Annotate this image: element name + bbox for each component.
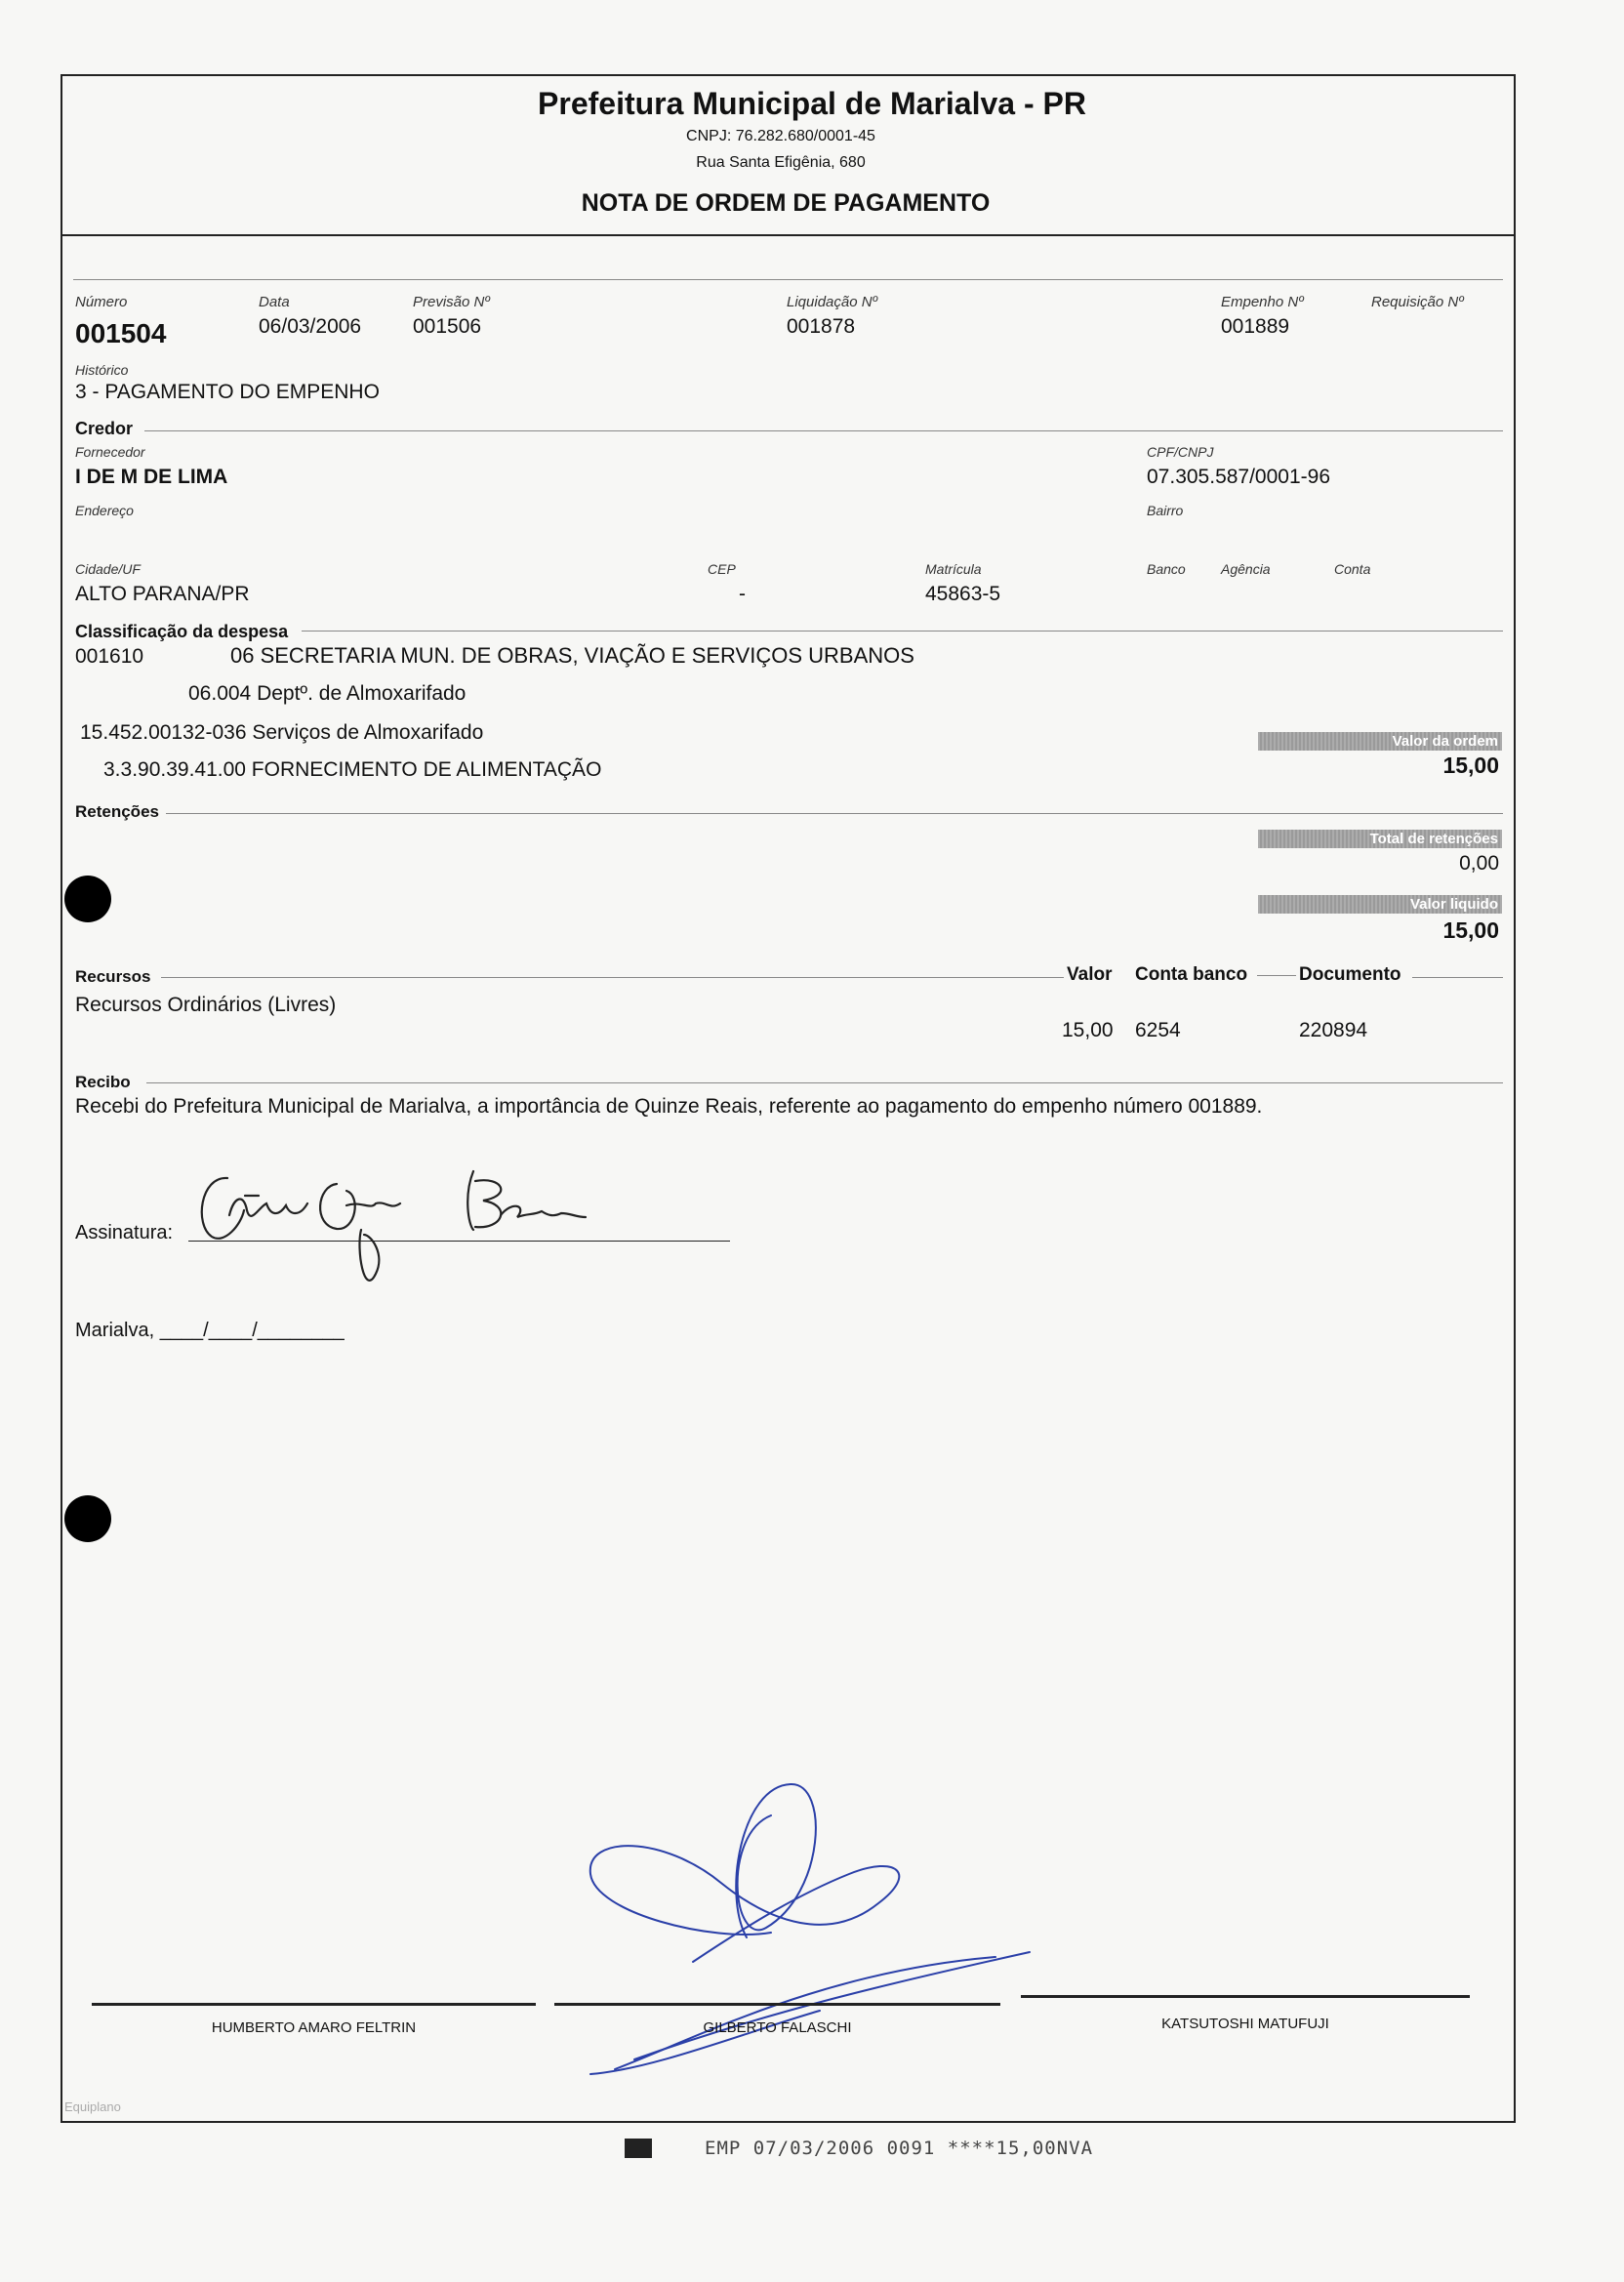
- liquidacao-value: 001878: [787, 315, 856, 338]
- conta-label: Conta: [1334, 561, 1371, 577]
- punch-hole-top: [64, 876, 111, 922]
- order-top-rule: [73, 279, 1503, 280]
- signatory-name-3: KATSUTOSHI MATUFUJI: [1161, 2016, 1329, 2032]
- recursos-conta-banco: 6254: [1135, 1019, 1181, 1041]
- recibo-section: Recibo: [75, 1073, 131, 1091]
- endereco-label: Endereço: [75, 503, 134, 518]
- valor-liquido-value: 15,00: [1442, 917, 1499, 943]
- recursos-end-rule: [1412, 977, 1503, 978]
- matricula-label: Matrícula: [925, 561, 982, 577]
- retencoes-section: Retenções: [75, 802, 159, 821]
- empenho-label: Empenho Nº: [1221, 294, 1304, 310]
- mechanical-stamp: EMP 07/03/2006 0091 ****15,00NVA: [705, 2138, 1094, 2159]
- classificacao-line4: 3.3.90.39.41.00 FORNECIMENTO DE ALIMENTAÇÃO: [103, 758, 602, 781]
- recursos-rule: [161, 977, 1064, 978]
- signatory-line-3: [1021, 1995, 1470, 1998]
- cep-label: CEP: [708, 561, 736, 577]
- software-label: Equiplano: [64, 2099, 121, 2114]
- data-label: Data: [259, 294, 290, 310]
- historico-value: 3 - PAGAMENTO DO EMPENHO: [75, 381, 380, 403]
- signatory-line-2: [554, 2003, 1000, 2006]
- valor-ordem-label: Valor da ordem: [1258, 732, 1502, 751]
- municipality-title: Prefeitura Municipal de Marialva - PR: [538, 86, 1086, 121]
- recibo-rule: [146, 1082, 1503, 1083]
- document-title: NOTA DE ORDEM DE PAGAMENTO: [581, 189, 991, 217]
- retencoes-rule: [166, 813, 1503, 814]
- punch-hole-bottom: [64, 1495, 111, 1542]
- historico-label: Histórico: [75, 362, 129, 378]
- handwritten-signature: [190, 1157, 639, 1303]
- address-text: Rua Santa Efigênia, 680: [696, 154, 866, 171]
- signatory-line-1: [92, 2003, 536, 2006]
- documento-label: Documento: [1299, 964, 1401, 985]
- signatory-name-1: HUMBERTO AMARO FELTRIN: [211, 2019, 417, 2036]
- bairro-label: Bairro: [1147, 503, 1184, 518]
- classificacao-line3: 15.452.00132-036 Serviços de Almoxarifado: [80, 721, 484, 744]
- agencia-label: Agência: [1221, 561, 1271, 577]
- fornecedor-value: I DE M DE LIMA: [75, 466, 228, 488]
- credor-section: Credor: [75, 419, 134, 438]
- total-retencoes-label: Total de retenções: [1258, 830, 1502, 848]
- empenho-value: 001889: [1221, 315, 1290, 338]
- recursos-mid-rule: [1257, 975, 1296, 976]
- banco-label: Banco: [1147, 561, 1186, 577]
- classificacao-line1: 06 SECRETARIA MUN. DE OBRAS, VIAÇÃO E SERVIÇOS URBANOS: [230, 643, 914, 668]
- valor-liquido-label: Valor liquido: [1258, 895, 1502, 914]
- numero-value: 001504: [75, 318, 167, 348]
- previsao-value: 001506: [413, 315, 482, 338]
- total-retencoes-value: 0,00: [1459, 852, 1499, 875]
- signatory-name-2: GILBERTO FALASCHI: [703, 2019, 852, 2036]
- cidade-label: Cidade/UF: [75, 561, 141, 577]
- fornecedor-label: Fornecedor: [75, 444, 145, 460]
- liquidacao-label: Liquidação Nº: [787, 294, 878, 310]
- authority-signature: [576, 1776, 1035, 2089]
- data-value: 06/03/2006: [259, 315, 362, 338]
- valor-ordem-value: 15,00: [1442, 753, 1499, 778]
- recursos-documento: 220894: [1299, 1019, 1368, 1041]
- recursos-descricao: Recursos Ordinários (Livres): [75, 994, 337, 1016]
- previsao-label: Previsão Nº: [413, 294, 490, 310]
- assinatura-label: Assinatura:: [75, 1222, 174, 1243]
- matricula-value: 45863-5: [925, 583, 1001, 605]
- requisicao-label: Requisição Nº: [1371, 294, 1464, 310]
- stamp-mark-icon: [625, 2139, 652, 2158]
- conta-banco-label: Conta banco: [1135, 964, 1248, 985]
- recursos-section: Recursos: [75, 967, 151, 986]
- cidade-value: ALTO PARANA/PR: [75, 583, 250, 605]
- classificacao-section: Classificação da despesa: [75, 622, 289, 641]
- numero-label: Número: [75, 294, 128, 310]
- classificacao-rule: [302, 631, 1503, 632]
- classificacao-code: 001610: [75, 645, 144, 668]
- cep-value: -: [739, 583, 746, 605]
- valor-label: Valor: [1067, 964, 1113, 985]
- credor-rule: [144, 430, 1503, 431]
- local-date-line: Marialva, ____/____/________: [75, 1320, 345, 1341]
- cpf-value: 07.305.587/0001-96: [1147, 466, 1331, 488]
- cpf-label: CPF/CNPJ: [1147, 444, 1214, 460]
- cnpj-text: CNPJ: 76.282.680/0001-45: [686, 128, 875, 144]
- classificacao-line2: 06.004 Deptº. de Almoxarifado: [188, 682, 467, 705]
- header-divider: [61, 234, 1516, 236]
- recursos-valor: 15,00: [1062, 1019, 1114, 1041]
- recibo-text: Recebi do Prefeitura Municipal de Marialva, a importância de Quinze Reais, referente ao pagamento do empenho número 001889.: [75, 1095, 1263, 1118]
